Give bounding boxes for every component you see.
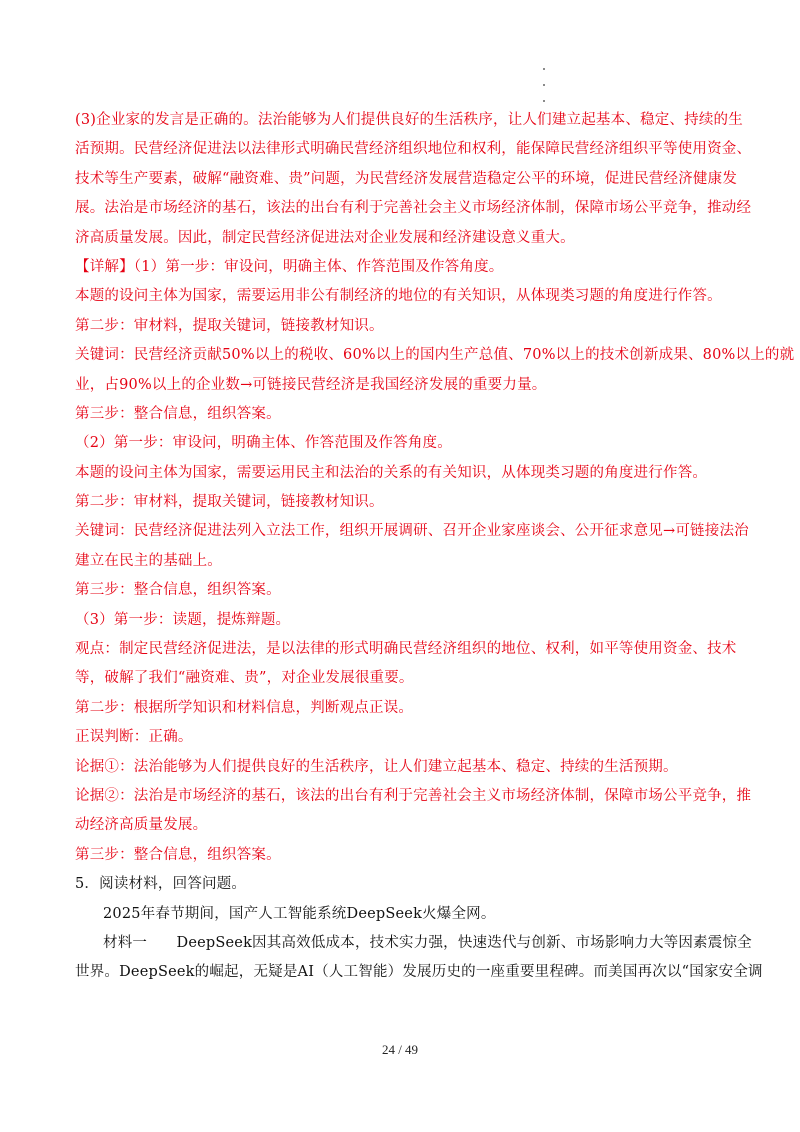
paragraph xyxy=(75,341,795,400)
text-line: （2）第一步：审设问，明确主体、作答范围及作答角度。 xyxy=(75,435,452,452)
page-number: 24 / 49 xyxy=(381,1042,419,1057)
text-line: 第三步：整合信息，组织答案。 xyxy=(75,846,281,863)
text-line: 本题的设问主体为国家，需要运用非公有制经济的地位的有关知识，从体现类习题的角度进行作答。 xyxy=(75,288,722,305)
text-line: 第二步：审材料，提取关键词，链接教材知识。 xyxy=(75,317,384,334)
text-line: 等，破解了我们“融资难、贵”，对企业发展很重要。 xyxy=(75,670,414,687)
text-line: 观点：制定民营经济促进法，是以法律的形式明确民营经济组织的地位、权利，如平等使用资金、技术 xyxy=(75,641,737,658)
text-line: 5．阅读材料，回答问题。 xyxy=(75,876,247,893)
text-line: (3)企业家的发言是正确的。法治能够为人们提供良好的生活秩序，让人们建立起基本、稳定、持续的生 xyxy=(75,112,743,128)
paragraph xyxy=(75,753,727,782)
paragraph xyxy=(75,694,727,723)
text-line: 关键词：民营经济促进法列入立法工作，组织开展调研、召开企业家座谈会、公开征求意见→可链接法治 xyxy=(75,523,749,540)
paragraph xyxy=(75,517,749,576)
text-line: 业，占90%以上的企业数→可链接民营经济是我国经济发展的重要力量。 xyxy=(75,376,547,393)
text-line: 世界。DeepSeek的崛起，无疑是AI（人工智能）发展历史的一座重要里程碑。而美国再次以“国家安全调 xyxy=(75,964,763,981)
text-line: 第三步：整合信息，组织答案。 xyxy=(75,582,281,599)
text-line: 论据①：法治能够为人们提供良好的生活秩序，让人们建立起基本、稳定、持续的生活预期。 xyxy=(75,758,678,775)
text-line: 关键词：民营经济贡献50%以上的税收、60%以上的国内生产总值、70%以上的技术创新成果、80%以上的就 xyxy=(75,347,795,364)
text-line: 第二步：审材料，提取关键词，链接教材知识。 xyxy=(75,494,384,511)
paragraph xyxy=(75,841,727,870)
text-line: 展。法治是市场经济的基石，该法的出台有利于完善社会主义市场经济体制，保障市场公平竞争，推动经 xyxy=(75,200,752,217)
paragraph xyxy=(75,400,727,429)
decorative-dot xyxy=(543,84,545,86)
paragraph xyxy=(75,929,752,958)
document-body xyxy=(75,106,795,988)
paragraph xyxy=(75,900,727,929)
text-line: 动经济高质量发展。 xyxy=(75,817,208,834)
text-line: 本题的设问主体为国家，需要运用民主和法治的关系的有关知识，从体现类习题的角度进行作答。 xyxy=(75,464,708,481)
paragraph xyxy=(75,429,727,458)
paragraph xyxy=(75,576,727,605)
decorative-dot xyxy=(543,68,545,70)
paragraph xyxy=(75,282,727,311)
text-line: 活预期。民营经济促进法以法律形式明确民营经济组织地位和权利，能保障民营经济组织平等使用资金、 xyxy=(75,141,752,158)
text-line: 第二步：根据所学知识和材料信息，判断观点正误。 xyxy=(75,699,414,716)
text-line: 技术等生产要素，破解“融资难、贵”问题，为民营经济发展营造稳定公平的环境，促进民营经济健康发 xyxy=(75,170,738,187)
paragraph xyxy=(75,723,727,752)
paragraph xyxy=(75,870,727,899)
paragraph xyxy=(75,635,737,694)
text-line: 材料一 DeepSeek因其高效低成本，技术实力强，快速迭代与创新、市场影响力大等因素震惊全 xyxy=(103,934,752,951)
paragraph xyxy=(75,606,727,635)
paragraph xyxy=(75,782,752,841)
text-line: 论据②：法治是市场经济的基石，该法的出台有利于完善社会主义市场经济体制，保障市场公平竞争，推 xyxy=(75,787,752,804)
decorative-dot xyxy=(543,100,545,102)
paragraph xyxy=(75,459,727,488)
paragraph xyxy=(75,106,752,253)
paragraph xyxy=(75,312,727,341)
paragraph xyxy=(75,488,727,517)
paragraph xyxy=(75,958,763,987)
text-line: 济高质量发展。因此，制定民营经济促进法对企业发展和经济建设意义重大。 xyxy=(75,229,575,246)
paragraph xyxy=(75,253,727,282)
text-line: 建立在民主的基础上。 xyxy=(75,552,222,569)
text-line: 【详解】（1）第一步：审设问，明确主体、作答范围及作答角度。 xyxy=(75,258,504,275)
text-line: 正误判断：正确。 xyxy=(75,729,193,746)
text-line: 2025年春节期间，国产人工智能系统DeepSeek火爆全网。 xyxy=(103,905,496,922)
text-line: 第三步：整合信息，组织答案。 xyxy=(75,405,281,422)
text-line: （3）第一步：读题，提炼辩题。 xyxy=(75,611,291,628)
